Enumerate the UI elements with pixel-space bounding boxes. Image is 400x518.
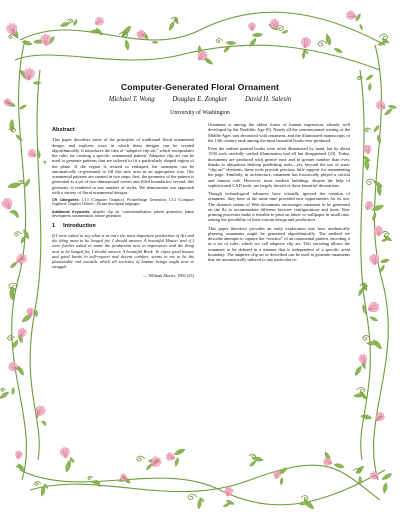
tulip-flower-icon [14,450,23,460]
leaf-icon [35,310,38,317]
tulip-flower-icon [59,446,70,459]
vine-stem [30,465,380,500]
section-number: 1 [52,222,56,229]
leaf-icon [64,459,72,472]
tulip-flower-icon [300,36,311,49]
leaf-icon [19,104,27,110]
vine-tendril [379,34,388,39]
leaf-icon [388,104,397,109]
cr-categories [52,198,194,207]
leaf-icon [11,387,14,395]
leaf-icon [333,47,343,54]
vine-stem [15,45,380,70]
body-paragraph: Though technological advances have virtually ignored the creation of ornament, they have at the same time provided new opportunities for its use. The dynamic nature of Web documents encourages ornament to be generated on the fly to accommodate different browser configurations and fonts. New printing processes make it feasible to print on fabric or wallpaper in small runs, raising the possibility of their custom design and production. [208,191,350,223]
leaf-icon [59,21,70,28]
tulip-flower-icon [248,22,256,31]
vine-tendril [249,454,256,458]
author-name: Michael T. Wong [108,96,155,103]
vine-tendril [1,388,6,391]
leaf-icon [282,30,289,34]
leaf-icon [334,463,345,469]
vine-tendril [88,476,93,479]
paper-page [46,70,354,440]
cr-text: I.3.3 [Computer Graphics]: Picture/Image Generation; I.3.4 [Computer Graphics]: Graphics Utilities—Picture description languages. [52,198,194,207]
keywords [52,210,194,219]
leaf-icon [252,33,263,37]
cr-label: CR Categories: [52,198,80,202]
tulip-flower-icon [366,300,381,314]
vine-tendril [188,494,197,499]
vine-tendril [7,336,15,341]
author-name: Douglas E. Zongker [172,96,228,103]
vine-tendril [14,232,21,236]
leaf-icon [120,24,132,38]
tulip-flower-icon [165,451,177,462]
keywords-text: adaptive clip art, conventionalization, pattern generation, planar development, ornamentation, texture generation [52,209,194,219]
abstract-heading: Abstract [52,127,75,133]
leaf-icon [365,74,374,82]
body-paragraph: Ornament is among the oldest forms of human expression, already well developed by the Neolithic Age [6]. Nearly all the commissioned writing of the Middle Ages was decorated with ornament, and the illuminated manuscripts of the 13th century rank among the most beautiful books ever produced. [208,122,350,143]
leaf-icon [369,316,378,323]
tulip-flower-icon [26,148,38,160]
body-paragraph: Even the earliest printed books were often illuminated by hand, but by about 1530 such carefully crafted illumination had all but disappeared [23]. Today, documents are produced with greater ease and in greater number than ever, thanks to ubiquitous desktop publishing tools—yet, beyond the use of static “clip art” elements, these tools provide precious little support for ornamenting the page. Similarly, in architecture, ornament has historically played a critical and famous role. However, most modern buildings, despite the help of sophisticated CAD tools, are largely devoid of these beautiful decorations. [208,146,350,188]
epigraph-quote: If I were asked to say what is at once the most important production of Art and the thing most to be longed for, I should answer, A beautiful House; and if I were further asked to name the production next in importance and the thing next to be longed for, I should answer, A beautiful Book. To enjoy good houses and good books in self-respect and decent comfort, seems to me to be the pleasurable end towards which all societies of human beings ought now to struggle. [52,232,194,270]
leaf-icon [381,472,393,481]
vine-tendril [67,19,73,23]
section-title: Introduction [63,222,96,229]
paper-title: Computer-Generated Floral Ornament [120,82,280,92]
leaf-icon [359,24,363,31]
body-paragraph: This paper therefore provides an early exploration into how aesthetically pleasing ornaments might be generated algorithmically. The method we describe attempts to capture the “essence” of an ornamental pattern, encoding it as a set of rules, which we call adaptive clip art. This encoding allows the ornament to be defined in a manner that is independent of a specific areal boundary. The adaptive clip art so described can be used to generate ornaments that are automatically tailored to any particular re- [208,225,350,262]
vine-tendril [137,456,145,461]
leaf-icon [354,365,363,377]
leaf-icon [325,33,332,46]
tulip-flower-icon [93,15,105,27]
leaf-icon [252,456,264,462]
epigraph-attribution: — William Morris, 1892 [23] [143,272,194,278]
abstract-text: This paper describes some of the principles of traditional floral ornamental design, and explores ways in which these designs can be created algorithmically. It introduces the idea of “adaptive clip art,” which encapsulates the rules for creating a specific ornamental pattern. Adaptive clip art can be used to generate patterns that are tailored to fit a particularly shaped region of the plane. If the region is resized or reshaped, the ornament can be automatically re-generated to fill this new area in an appropriate way. Our ornamental patterns are created in two steps: first, the geometry of the pattern is generated as a set of two-dimensional curves and filled boundaries; second, this geometry is rendered in any number of styles. We demonstrate our approach with a variety of floral ornamental designs. [52,137,194,195]
leaf-icon [280,477,284,485]
leaf-icon [380,258,390,263]
leaf-icon [368,83,371,91]
leaf-icon [15,134,23,142]
leaf-icon [383,108,393,117]
tulip-flower-icon [345,10,358,21]
affiliation: University of Washington [170,110,230,116]
leaf-icon [152,41,158,43]
vine-tendril [301,496,308,500]
leaf-icon [173,447,186,456]
leaf-icon [168,21,176,32]
left-column [52,128,194,281]
vine-tendril [216,39,223,43]
right-column [208,122,350,265]
leaf-icon [73,19,78,27]
vine-tendril [365,128,371,132]
section-heading [52,224,194,229]
leaf-icon [249,460,257,467]
keywords-label: Additional Keywords: [52,209,91,214]
vine-tendril [34,482,41,486]
leaf-icon [377,135,382,144]
leaf-icon [382,482,388,493]
leaf-icon [360,414,372,420]
vine-tendril [357,387,365,392]
leaf-icon [226,41,236,45]
tulip-flower-icon [40,33,51,46]
vine-tendril [318,41,327,46]
leaf-icon [223,45,231,54]
leaf-icon [33,81,41,84]
author-list [46,96,354,103]
tulip-flower-icon [0,196,14,211]
tulip-flower-icon [322,457,333,467]
leaf-icon [7,182,22,190]
vine-tendril [357,76,363,80]
leaf-icon [248,37,257,47]
vine-stem [30,70,41,460]
leaf-icon [373,125,380,133]
leaf-icon [124,39,130,50]
leaf-icon [0,390,10,400]
author-name: David H. Salesin [244,96,292,103]
